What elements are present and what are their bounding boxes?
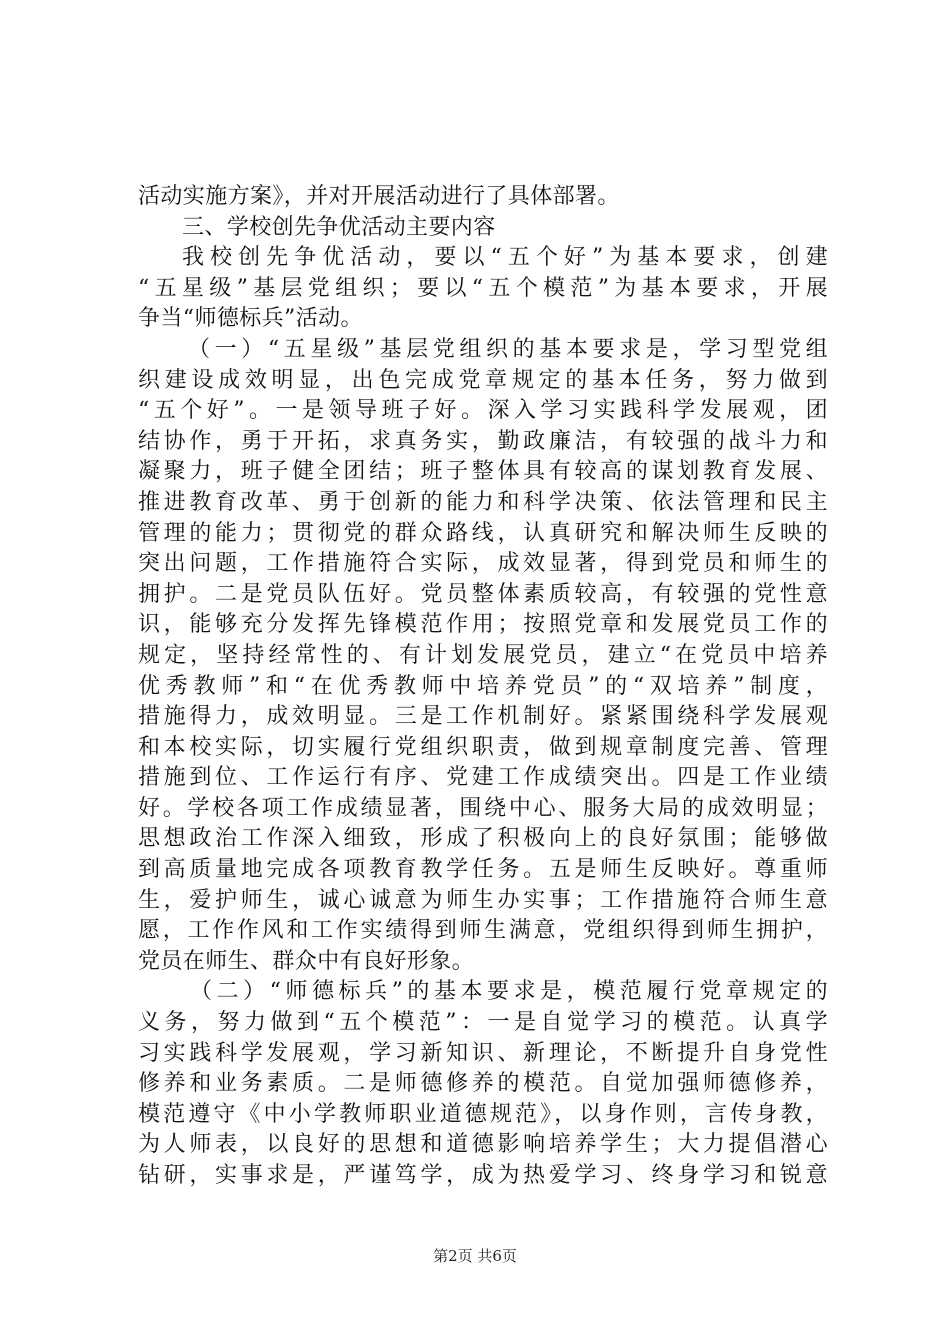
text-line: “五星级”基层党组织；要以“五个模范”为基本要求，开展 <box>138 275 828 301</box>
text-line: 识，能够充分发挥先锋模范作用；按照党章和发展党员工作的 <box>138 612 828 638</box>
text-line: 修养和业务素质。二是师德修养的模范。自觉加强师德修养， <box>138 1071 828 1097</box>
text-line: 习实践科学发展观，学习新知识、新理论，不断提升自身党性 <box>138 1040 828 1066</box>
text-line: 争当“师德标兵”活动。 <box>138 306 363 332</box>
text-line: “五个好”。一是领导班子好。深入学习实践科学发展观，团 <box>138 398 828 424</box>
text-line: （二）“师德标兵”的基本要求是，模范履行党章规定的 <box>190 979 828 1005</box>
document-body <box>138 182 828 1192</box>
text-line: 钻研，实事求是，严谨笃学，成为热爱学习、终身学习和锐意 <box>138 1163 828 1188</box>
text-line: 到高质量地完成各项教育教学任务。五是师生反映好。尊重师 <box>138 857 828 883</box>
text-line: 为人师表，以良好的思想和道德影响培养学生；大力提倡潜心 <box>138 1132 828 1158</box>
text-line: 愿，工作作风和工作实绩得到师生满意，党组织得到师生拥护， <box>138 918 828 944</box>
text-line: 活动实施方案》，并对开展活动进行了具体部署。 <box>138 184 620 209</box>
text-line: 织建设成效明显，出色完成党章规定的基本任务，努力做到 <box>138 367 828 393</box>
page-number-footer: 第2页 共6页 <box>433 1247 517 1265</box>
text-line: 和本校实际，切实履行党组织职责，做到规章制度完善、管理 <box>138 734 828 760</box>
text-line: 好。学校各项工作成绩显著，围绕中心、服务大局的成效明显； <box>138 795 828 821</box>
text-line: 生，爱护师生，诚心诚意为师生办实事；工作措施符合师生意 <box>138 887 828 913</box>
text-line: 模范遵守《中小学教师职业道德规范》，以身作则，言传身教， <box>138 1101 828 1127</box>
text-line: 优秀教师”和“在优秀教师中培养党员”的“双培养”制度， <box>138 673 828 699</box>
text-line: 思想政治工作深入细致，形成了积极向上的良好氛围；能够做 <box>138 826 828 852</box>
text-line: 推进教育改革、勇于创新的能力和科学决策、依法管理和民主 <box>138 489 828 515</box>
text-line: 规定，坚持经常性的、有计划发展党员，建立“在党员中培养 <box>138 642 828 668</box>
text-line: （一）“五星级”基层党组织的基本要求是，学习型党组 <box>188 336 828 362</box>
text-line: 拥护。二是党员队伍好。党员整体素质较高，有较强的党性意 <box>138 581 828 607</box>
text-line: 措施得力，成效明显。三是工作机制好。紧紧围绕科学发展观 <box>138 704 828 730</box>
text-line: 突出问题，工作措施符合实际，成效显著，得到党员和师生的 <box>138 551 828 577</box>
section-heading: 三、学校创先争优活动主要内容 <box>182 214 496 240</box>
text-line: 措施到位、工作运行有序、党建工作成绩突出。四是工作业绩 <box>138 765 828 791</box>
text-line: 管理的能力；贯彻党的群众路线，认真研究和解决师生反映的 <box>138 520 828 546</box>
text-line: 我校创先争优活动，要以“五个好”为基本要求，创建 <box>182 245 828 271</box>
text-line: 结协作，勇于开拓，求真务实，勤政廉洁，有较强的战斗力和 <box>138 428 828 454</box>
text-line: 义务，努力做到“五个模范”：一是自觉学习的模范。认真学 <box>138 1010 828 1036</box>
text-line: 党员在师生、群众中有良好形象。 <box>138 948 475 974</box>
text-line: 凝聚力，班子健全团结；班子整体具有较高的谋划教育发展、 <box>138 459 828 485</box>
